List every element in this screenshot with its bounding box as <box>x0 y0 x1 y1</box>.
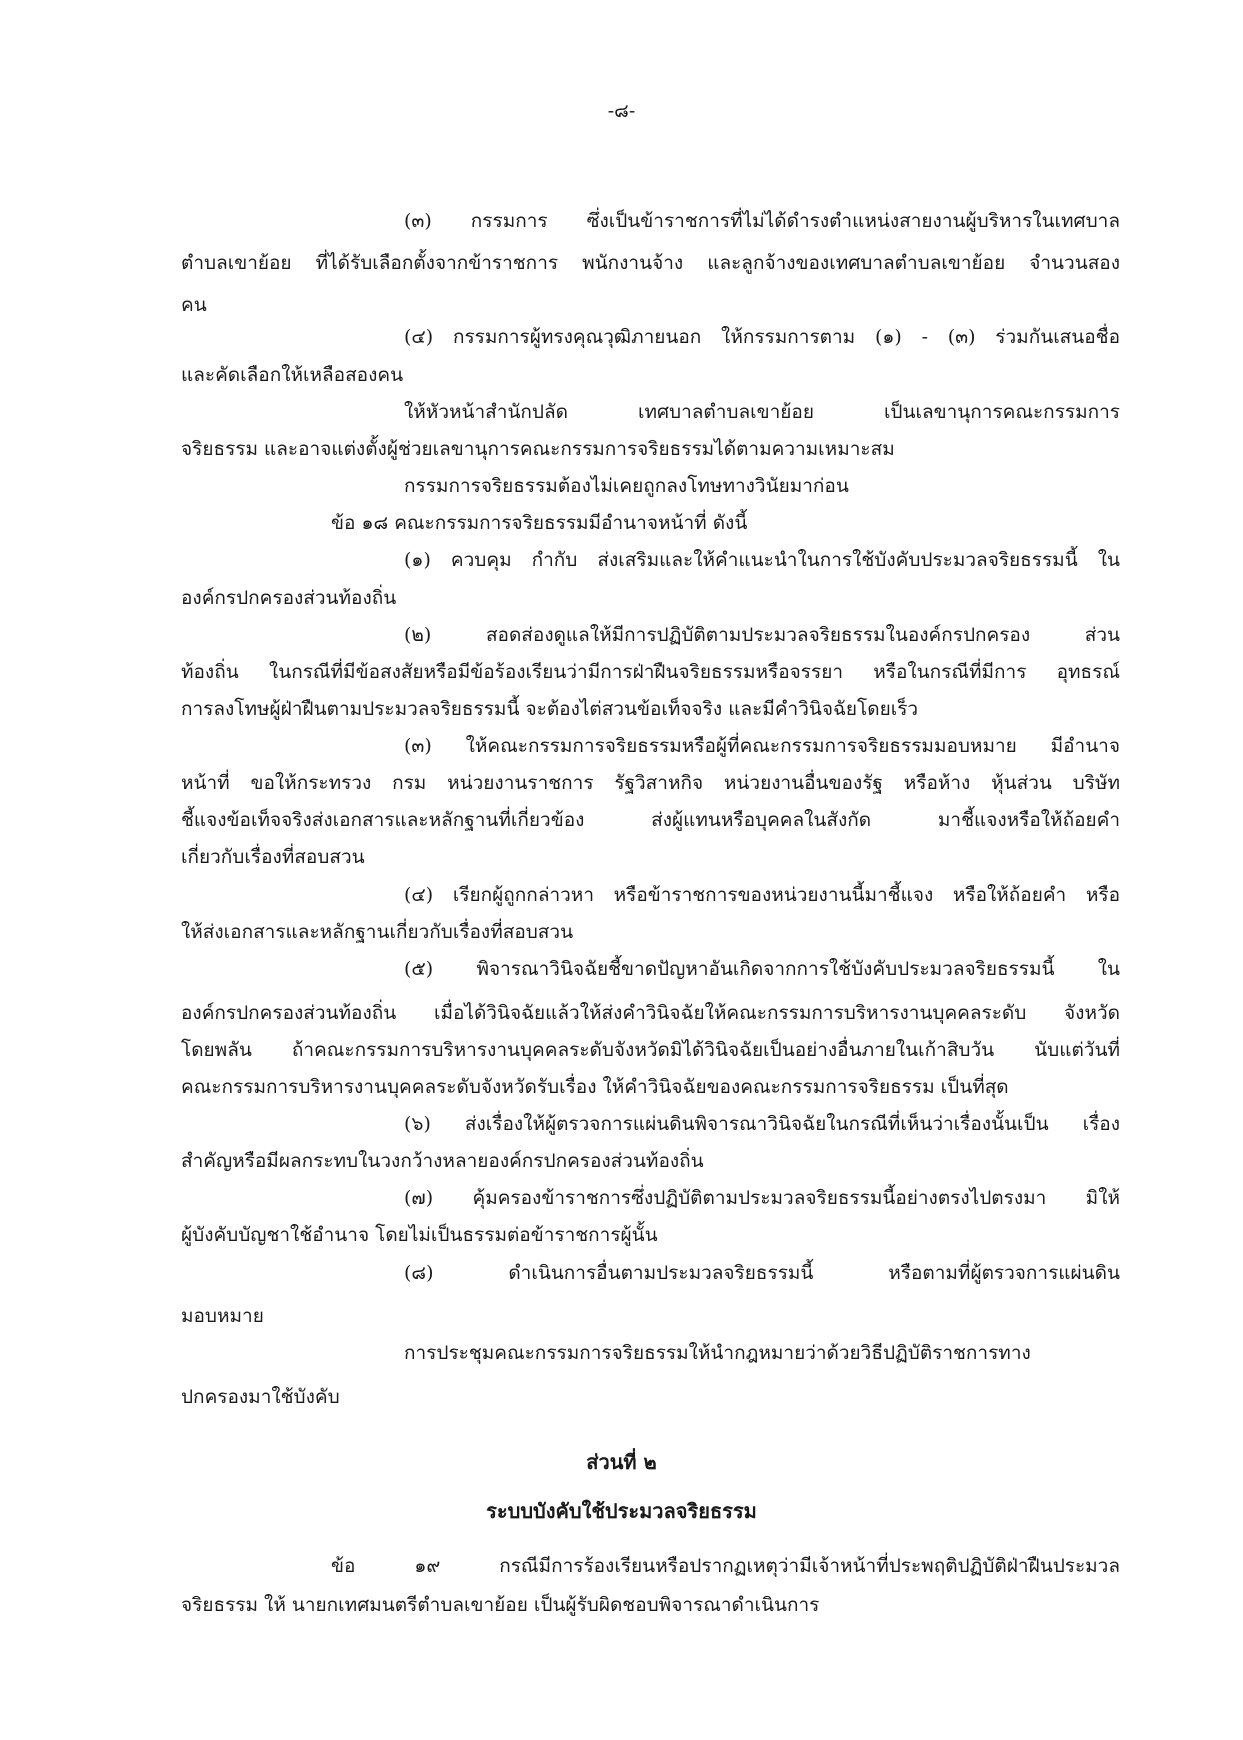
paragraph-line: ให้ส่งเอกสารและหลักฐานเกี่ยวกับเรื่องที่สอบสวน <box>181 921 574 943</box>
paragraph-line: และคัดเลือกให้เหลือสองคน <box>181 364 404 386</box>
paragraph-line: ให้หัวหน้าสำนักปลัด เทศบาลตำบลเขาย้อย เป็นเลขานุการคณะกรรมการ <box>404 401 1120 423</box>
paragraph-line: การลงโทษผู้ฝ่าฝืนตามประมวลจริยธรรมนี้ จะต้องไต่สวนข้อเท็จจริง และมีคำวินิจฉัยโดยเร็ว <box>181 698 919 720</box>
paragraph-line: จริยธรรม ให้ นายกเทศมนตรีตำบลเขาย้อย เป็นผู้รับผิดชอบพิจารณาดำเนินการ <box>181 1594 820 1616</box>
paragraph-line: ผู้บังคับบัญชาใช้อำนาจ โดยไม่เป็นธรรมต่อข้าราชการผู้นั้น <box>181 1224 658 1246</box>
paragraph-line: เกี่ยวกับเรื่องที่สอบสวน <box>181 846 365 868</box>
paragraph-line: ตำบลเขาย้อย ที่ได้รับเลือกตั้งจากข้าราชการ พนักงานจ้าง และลูกจ้างของเทศบาลตำบลเขาย้อย จำนวนสอง <box>181 252 1120 274</box>
paragraph-line: (๖) ส่งเรื่องให้ผู้ตรวจการแผ่นดินพิจารณาวินิจฉัยในกรณีที่เห็นว่าเรื่องนั้นเป็น เรื่อง <box>404 1113 1120 1135</box>
paragraph-line: หน้าที่ ขอให้กระทรวง กรม หน่วยงานราชการ รัฐวิสาหกิจ หน่วยงานอื่นของรัฐ หรือห้าง หุ้นส่วน บริษัท <box>181 772 1120 794</box>
paragraph-line: (๑) ควบคุม กำกับ ส่งเสริมและให้คำแนะนำในการใช้บังคับประมวลจริยธรรมนี้ ใน <box>404 549 1120 571</box>
paragraph-line: สำคัญหรือมีผลกระทบในวงกว้างหลายองค์กรปกครองส่วนท้องถิ่น <box>181 1150 704 1172</box>
paragraph-line: โดยพลัน ถ้าคณะกรรมการบริหารงานบุคคลระดับจังหวัดมิได้วินิจฉัยเป็นอย่างอื่นภายในเก้าสิบวัน นับแต่วันที่ <box>181 1039 1120 1061</box>
paragraph-line: (๔) กรรมการผู้ทรงคุณวุฒิภายนอก ให้กรรมการตาม (๑) - (๓) ร่วมกันเสนอชื่อ <box>404 326 1120 348</box>
section-title: ระบบบังคับใช้ประมวลจริยธรรม <box>486 1499 757 1523</box>
paragraph-line: คณะกรรมการบริหารงานบุคคลระดับจังหวัดรับเรื่อง ให้คำวินิจฉัยของคณะกรรมการจริยธรรม เป็นที่สุด <box>181 1076 1009 1098</box>
section-heading: ส่วนที่ ๒ <box>586 1450 657 1474</box>
paragraph-line: ท้องถิ่น ในกรณีที่มีข้อสงสัยหรือมีข้อร้องเรียนว่ามีการฝ่าฝืนจริยธรรมหรือจรรยา หรือในกรณีที่มีการ อุทธรณ์ <box>181 661 1120 683</box>
paragraph-line: (๒) สอดส่องดูแลให้มีการปฏิบัติตามประมวลจริยธรรมในองค์กรปกครอง ส่วน <box>404 624 1120 646</box>
paragraph-line: มอบหมาย <box>181 1305 264 1327</box>
article-heading: ข้อ ๑๘ คณะกรรมการจริยธรรมมีอำนาจหน้าที่ ดังนี้ <box>331 512 748 534</box>
paragraph-line: ข้อ ๑๙ กรณีมีการร้องเรียนหรือปรากฏเหตุว่ามีเจ้าหน้าที่ประพฤติปฏิบัติฝ่าฝืนประมวล <box>331 1555 1120 1577</box>
paragraph-line: (๗) คุ้มครองข้าราชการซึ่งปฏิบัติตามประมวลจริยธรรมนี้อย่างตรงไปตรงมา มิให้ <box>404 1187 1120 1209</box>
paragraph-line: คน <box>181 294 207 316</box>
paragraph-line: (๓) กรรมการ ซึ่งเป็นข้าราชการที่ไม่ได้ดำรงตำแหน่งสายงานผู้บริหารในเทศบาล <box>404 210 1120 232</box>
paragraph-line: (๓) ให้คณะกรรมการจริยธรรมหรือผู้ที่คณะกรรมการจริยธรรมมอบหมาย มีอำนาจ <box>404 735 1120 757</box>
paragraph-line: ปกครองมาใช้บังคับ <box>181 1386 340 1408</box>
paragraph-line: องค์กรปกครองส่วนท้องถิ่น <box>181 587 397 609</box>
paragraph-line: ชี้แจงข้อเท็จจริงส่งเอกสารและหลักฐานที่เกี่ยวข้อง ส่งผู้แทนหรือบุคคลในสังกัด มาชี้แจงหรือให้ถ้อยคำ <box>181 809 1120 831</box>
paragraph-line: จริยธรรม และอาจแต่งตั้งผู้ช่วยเลขานุการคณะกรรมการจริยธรรมได้ตามความเหมาะสม <box>181 438 895 460</box>
paragraph-line: การประชุมคณะกรรมการจริยธรรมให้นำกฎหมายว่าด้วยวิธีปฏิบัติราชการทาง <box>404 1342 1031 1364</box>
page-number: -๘- <box>607 100 636 122</box>
paragraph-line: กรรมการจริยธรรมต้องไม่เคยถูกลงโทษทางวินัยมาก่อน <box>404 475 849 497</box>
paragraph-line: (๘) ดำเนินการอื่นตามประมวลจริยธรรมนี้ หรือตามที่ผู้ตรวจการแผ่นดิน <box>404 1262 1120 1284</box>
paragraph-line: (๕) พิจารณาวินิจฉัยชี้ขาดปัญหาอันเกิดจากการใช้บังคับประมวลจริยธรรมนี้ ใน <box>404 958 1120 980</box>
paragraph-line: (๔) เรียกผู้ถูกกล่าวหา หรือข้าราชการของหน่วยงานนี้มาชี้แจง หรือให้ถ้อยคำ หรือ <box>404 884 1120 906</box>
paragraph-line: องค์กรปกครองส่วนท้องถิ่น เมื่อได้วินิจฉัยแล้วให้ส่งคำวินิจฉัยให้คณะกรรมการบริหารงานบุคคลระดับ จังหวัด <box>181 1002 1120 1024</box>
